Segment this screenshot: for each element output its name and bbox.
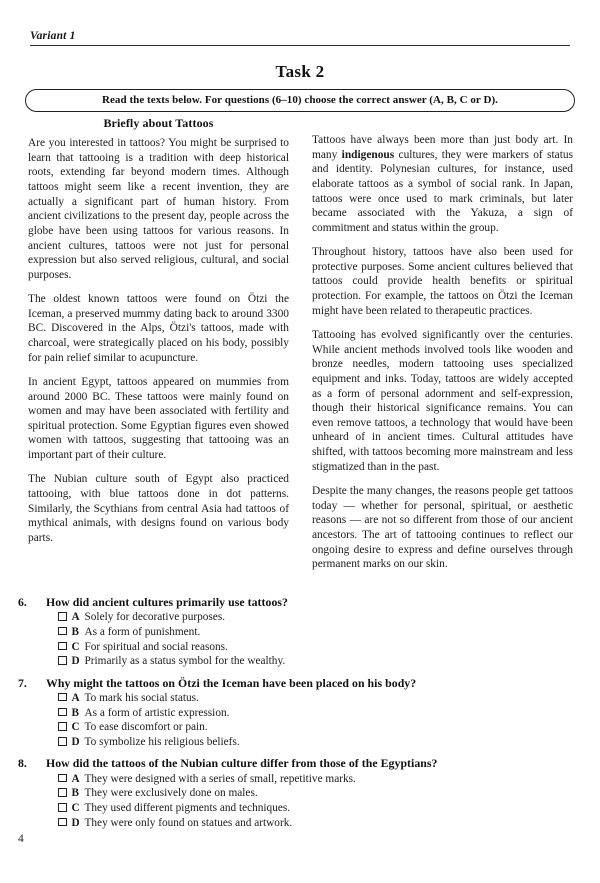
passage-paragraph: Throughout history, tattoos have also been used for protective purposes. Some ancient cultures believed that tattoos could provide health benefits or spiritual protection. For example, the tattoos on Ötzi the Iceman might have been related to therapeutic practices. xyxy=(312,246,573,317)
answer-option[interactable] xyxy=(18,720,582,735)
question-heading xyxy=(18,676,582,691)
passage-paragraph: Are you interested in tattoos? You might be surprised to learn that tattooing is a tradition with deep historical roots, extending far beyond modern times. Although tattoos might seem like a recent invention, they are actually a significant part of human history. From ancient civilizations to the present day, people across the globe have been using tattoos for various reasons. In ancient cultures, tattoos were not just for personal expression but also served religious, cultural, and social purposes. xyxy=(28,137,289,281)
option-text: They were designed with a series of small, repetitive marks. xyxy=(84,772,356,785)
option-letter: D xyxy=(71,816,80,829)
passage-paragraph: Despite the many changes, the reasons people get tattoos today — whether for personal, spiritual, or aesthetic reasons — are not so different from those of our ancient ancestors. The art of tattooing continues to reflect our ongoing desire to express and define ourselves through permanent marks on our skin. xyxy=(312,484,573,571)
page-title: Task 2 xyxy=(275,62,325,81)
question-number: 8. xyxy=(18,756,27,771)
passage-title: Briefly about Tattoos xyxy=(103,116,214,130)
answer-option[interactable] xyxy=(18,654,582,669)
checkbox-icon[interactable] xyxy=(58,656,67,665)
option-text: Primarily as a status symbol for the wealthy. xyxy=(84,655,286,668)
answer-option[interactable] xyxy=(18,610,582,625)
option-text: Solely for decorative purposes. xyxy=(84,611,226,624)
page-number: 4 xyxy=(18,833,24,845)
option-letter: B xyxy=(71,625,80,638)
option-letter: B xyxy=(71,706,80,719)
checkbox-icon[interactable] xyxy=(58,642,67,651)
option-text: They used different pigments and techniques. xyxy=(84,802,291,815)
checkbox-icon[interactable] xyxy=(58,612,67,621)
option-letter: C xyxy=(71,721,80,734)
option-letter: A xyxy=(71,772,80,785)
passage-column-left xyxy=(28,116,289,572)
passage-right-body xyxy=(312,133,573,572)
question-number: 7. xyxy=(18,675,27,690)
variant-label: Variant 1 xyxy=(30,30,76,42)
option-letter: A xyxy=(71,611,80,624)
question-text: How did the tattoos of the Nubian culture differ from those of the Egyptians? xyxy=(46,756,438,771)
passage-paragraph: Tattooing has evolved significantly over the centuries. While ancient methods involved tools like wooden and bronze needles, modern tattooing uses specialized equipment and inks. Today, tattoos are widely accepted as a form of personal adornment and self-expression, though their historical significance remains. You can even remove tattoos, a technology that would have been unheard of in ancient times. Cultural attitudes have shifted, with tattoos becoming more mainstream and less stigmatized than in the past. xyxy=(312,328,573,473)
question-heading xyxy=(18,595,582,610)
option-letter: B xyxy=(71,787,80,800)
option-letter: A xyxy=(71,691,80,704)
option-text: To mark his social status. xyxy=(84,691,199,704)
passage-column-right xyxy=(312,116,573,572)
answer-option[interactable] xyxy=(18,691,582,706)
answer-option[interactable] xyxy=(18,706,582,721)
option-text: For spiritual and social reasons. xyxy=(84,640,228,653)
instruction-box: Read the texts below. For questions (6–10) choose the correct answer (A, B, C or D). xyxy=(25,89,575,112)
checkbox-icon[interactable] xyxy=(58,722,67,731)
answer-option[interactable] xyxy=(18,801,582,816)
column-spacer xyxy=(312,116,573,133)
option-letter: D xyxy=(71,736,80,749)
question-block xyxy=(18,595,582,669)
answer-option[interactable] xyxy=(18,640,582,655)
option-text: As a form of artistic expression. xyxy=(84,706,230,719)
checkbox-icon[interactable] xyxy=(58,708,67,717)
answer-option[interactable] xyxy=(18,625,582,640)
answer-options xyxy=(18,610,582,669)
question-heading xyxy=(18,756,582,771)
question-text: Why might the tattoos on Ötzi the Iceman have been placed on his body? xyxy=(46,675,417,690)
passage-paragraph: Tattoos have always been more than just body art. In many indigenous cultures, they were markers of status and identity. Polynesian cultures, for instance, used elaborate tattoos as a symbol of social rank. In Japan, tattoos were once used to mark criminals, but later became associated with the Yakuza, a sign of commitment and status within the group. xyxy=(312,134,574,234)
answer-options xyxy=(18,772,582,831)
checkbox-icon[interactable] xyxy=(58,818,67,827)
option-text: They were only found on statues and artwork. xyxy=(84,816,293,829)
option-text: To ease discomfort or pain. xyxy=(84,721,208,734)
option-letter: C xyxy=(71,802,80,815)
answer-option[interactable] xyxy=(18,786,582,801)
passage-columns xyxy=(28,116,573,572)
passage-paragraph: The Nubian culture south of Egypt also practiced tattooing, with blue tattoos done in dot patterns. Similarly, the Scythians from central Asia had tattoos of mythical animals, with designs found on various body parts. xyxy=(28,473,289,544)
questions-section xyxy=(18,595,582,837)
passage-paragraph: In ancient Egypt, tattoos appeared on mummies from around 2000 BC. These tattoos were mainly found on women and may have been associated with fertility and spiritual protection. Some Egyptian figures even showed women with tattoos, suggesting that tattooing was an important part of their culture. xyxy=(28,375,289,462)
checkbox-icon[interactable] xyxy=(58,737,67,746)
checkbox-icon[interactable] xyxy=(58,627,67,636)
header-divider xyxy=(30,45,570,47)
option-letter: D xyxy=(71,655,80,668)
question-number: 6. xyxy=(18,595,27,609)
option-text: They were exclusively done on males. xyxy=(84,787,258,800)
question-text: How did ancient cultures primarily use tattoos? xyxy=(46,595,288,609)
passage-paragraph: The oldest known tattoos were found on Ötzi the Iceman, a preserved mummy dating back to around 3300 BC. Discovered in the Alps, Ötzi's tattoos, made with charcoal, were strategically placed on his body, possibly for pain relief similar to acupuncture. xyxy=(28,293,289,364)
option-text: To symbolize his religious beliefs. xyxy=(84,736,240,749)
checkbox-icon[interactable] xyxy=(58,774,67,783)
answer-option[interactable] xyxy=(18,816,582,831)
running-header xyxy=(30,30,570,46)
question-block xyxy=(18,676,582,750)
option-text: As a form of punishment. xyxy=(84,625,201,638)
answer-option[interactable] xyxy=(18,772,582,787)
answer-option[interactable] xyxy=(18,735,582,750)
option-letter: C xyxy=(71,640,80,653)
answer-options xyxy=(18,691,582,750)
question-block xyxy=(18,756,582,830)
checkbox-icon[interactable] xyxy=(58,693,67,702)
checkbox-icon[interactable] xyxy=(58,803,67,812)
checkbox-icon[interactable] xyxy=(58,788,67,797)
passage-left-body xyxy=(28,136,289,546)
